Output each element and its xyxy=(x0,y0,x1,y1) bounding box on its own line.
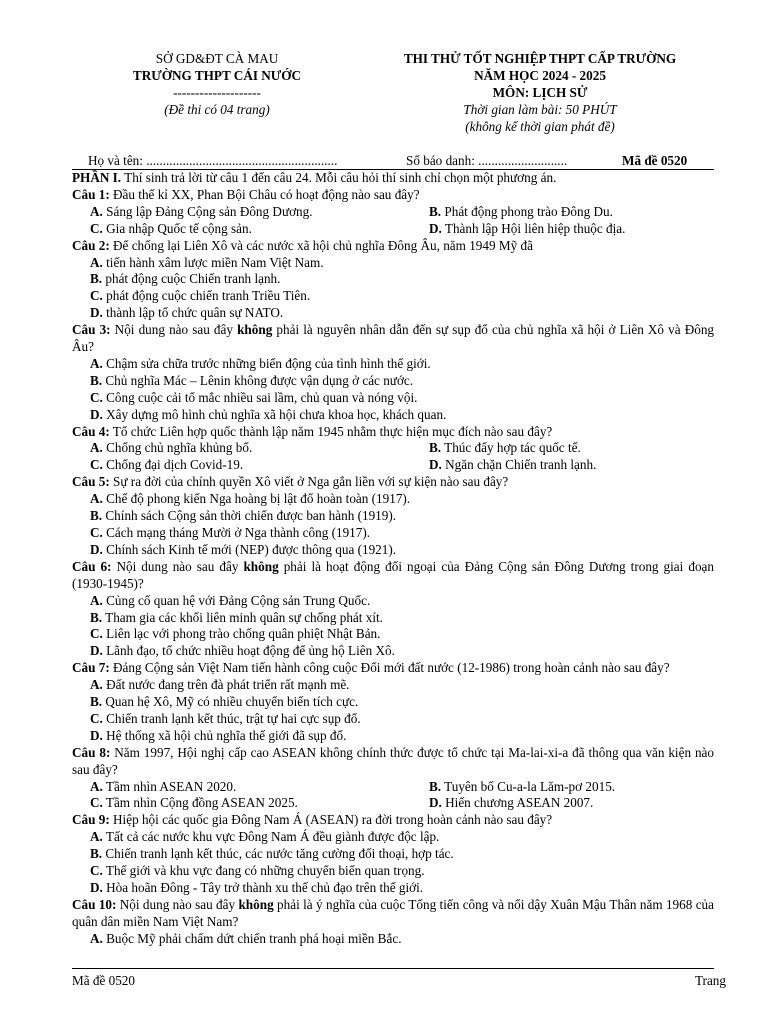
option-text: Chống chủ nghĩa khủng bố. xyxy=(102,440,253,456)
part-instruction xyxy=(72,170,714,187)
question-stem xyxy=(72,812,714,829)
question-stem xyxy=(72,187,714,204)
option-key: A. xyxy=(90,592,103,608)
option-key: B. xyxy=(429,440,442,456)
answer-option xyxy=(72,508,714,525)
answer-option xyxy=(72,626,714,643)
option-text: Phát động phong trào Đông Du. xyxy=(441,203,613,219)
option-text: Tham gia các khối liên minh quân sự chống phát xít. xyxy=(102,609,383,625)
answer-option xyxy=(72,305,714,322)
question-text: phải là nguyên nhân dẫn đến sự sụp đổ của chủ nghĩa xã hội ở Liên Xô và Đông Âu? xyxy=(72,322,715,355)
option-text: Chế độ phong kiến Nga hoàng bị lật đổ hoàn toàn (1917). xyxy=(102,491,411,507)
department-name: SỞ GD&ĐT CÀ MAU xyxy=(155,51,279,66)
option-text: tiến hành xâm lược miền Nam Việt Nam. xyxy=(102,254,324,270)
option-key: C. xyxy=(90,626,103,642)
option-text: Chậm sửa chữa trước những biến động của tình hình thế giới. xyxy=(102,355,431,371)
option-key: C. xyxy=(90,524,103,540)
option-text: Thành lập Hội liên hiệp thuộc địa. xyxy=(441,220,626,236)
question-text: Đảng Cộng sản Việt Nam tiến hành công cuộc Đổi mới đất nước (12-1986) trong hoàn cảnh nào sau đây? xyxy=(109,660,670,676)
question-text: Tổ chức Liên hợp quốc thành lập năm 1945 nhằm thực hiện mục đích nào sau đây? xyxy=(109,423,553,439)
answer-option xyxy=(72,931,714,948)
question-text: Để chống lại Liên Xô và các nước xã hội chủ nghĩa Đông Âu, năm 1949 Mỹ đã xyxy=(109,237,533,253)
answer-option xyxy=(90,221,252,238)
option-text: Xây dựng mô hình chủ nghĩa xã hội chưa khoa học, khách quan. xyxy=(102,406,447,422)
option-key: C. xyxy=(90,288,103,304)
option-text: Liên lạc với phong trào chống quân phiệt Nhật Bản. xyxy=(102,626,381,642)
answer-option xyxy=(72,525,714,542)
exam-code: Mã đề 0520 xyxy=(622,153,688,168)
answer-option xyxy=(72,694,714,711)
question-label: Câu 1: xyxy=(72,186,110,202)
option-text: Chủ nghĩa Mác – Lênin không được vận dụng ở các nước. xyxy=(102,372,414,388)
option-row xyxy=(72,204,714,221)
school-year: NĂM HỌC 2024 - 2025 xyxy=(474,68,606,83)
option-text: Đất nước đang trên đà phát triển rất mạnh mẽ. xyxy=(102,677,350,693)
option-text: Chính sách Cộng sản thời chiến được ban hành (1919). xyxy=(102,508,397,524)
answer-option xyxy=(429,779,615,796)
option-text: Tất cả các nước khu vực Đông Nam Á đều giành được độc lập. xyxy=(102,829,440,845)
question-emphasis: không xyxy=(237,322,273,338)
option-text: Công cuộc cải tổ mắc nhiều sai lầm, chủ quan và nóng vội. xyxy=(102,389,418,405)
answer-option xyxy=(72,610,714,627)
footer-rule xyxy=(72,968,714,969)
option-row xyxy=(72,779,714,796)
option-text: phát động cuộc chiến tranh Triều Tiên. xyxy=(102,288,311,304)
option-text: Thúc đẩy hợp tác quốc tế. xyxy=(441,440,581,456)
question-text: Nội dung nào sau đây xyxy=(116,896,239,912)
option-row xyxy=(72,440,714,457)
question-label: Câu 10: xyxy=(72,896,117,912)
option-key: B. xyxy=(90,372,103,388)
option-text: Chiến tranh lạnh kết thúc, các nước tăng cường đối thoại, hợp tác. xyxy=(102,846,454,862)
answer-option xyxy=(90,440,252,457)
option-key: A. xyxy=(90,440,103,456)
option-text: Hiến chương ASEAN 2007. xyxy=(441,795,594,811)
question-emphasis: không xyxy=(243,558,279,574)
subject-title: MÔN: LỊCH SỬ xyxy=(492,85,588,100)
answer-option xyxy=(72,255,714,272)
answer-option xyxy=(429,457,596,474)
answer-option xyxy=(72,271,714,288)
part-text: Thí sinh trả lời từ câu 1 đến câu 24. Mỗi câu hỏi thí sinh chỉ chọn một phương án. xyxy=(121,170,557,185)
option-key: B. xyxy=(90,694,103,710)
header-divider: -------------------- xyxy=(173,85,261,100)
answer-option xyxy=(72,829,714,846)
option-key: C. xyxy=(90,795,103,811)
candidate-id-field: Số báo danh: ........................... xyxy=(406,153,568,168)
option-text: Tầm nhìn ASEAN 2020. xyxy=(102,778,237,794)
question-stem xyxy=(72,424,714,441)
time-limit: Thời gian làm bài: 50 PHÚT xyxy=(463,102,617,117)
answer-option xyxy=(72,863,714,880)
option-key: A. xyxy=(90,355,103,371)
option-key: C. xyxy=(90,457,103,473)
option-key: D. xyxy=(90,727,103,743)
option-text: Thế giới và khu vực đang có những chuyển biến quan trọng. xyxy=(102,863,425,879)
answer-option xyxy=(90,779,236,796)
option-text: Ngăn chặn Chiến tranh lạnh. xyxy=(441,457,597,473)
option-text: phát động cuộc Chiến tranh lạnh. xyxy=(102,271,281,287)
option-key: A. xyxy=(90,677,103,693)
option-text: Buộc Mỹ phải chấm dứt chiến tranh phá hoại miền Bắc. xyxy=(102,930,402,946)
option-key: D. xyxy=(90,541,103,557)
question-text: phải là ý nghĩa của cuộc Tổng tiến công và nổi dậy Xuân Mậu Thân năm 1968 của quân dân miền Nam Việt Nam? xyxy=(72,896,714,929)
question-emphasis: không xyxy=(238,896,274,912)
answer-option xyxy=(72,677,714,694)
option-text: Chính sách Kinh tế mới (NEP) được thông qua (1921). xyxy=(102,541,397,557)
question-text: Hiệp hội các quốc gia Đông Nam Á (ASEAN) ra đời trong hoàn cảnh nào sau đây? xyxy=(109,812,553,828)
answer-option xyxy=(72,728,714,745)
answer-option xyxy=(429,204,613,221)
question-stem xyxy=(72,238,714,255)
question-stem xyxy=(72,474,714,491)
option-key: D. xyxy=(90,305,103,321)
school-name: TRƯỜNG THPT CÁI NƯỚC xyxy=(132,68,302,83)
option-text: Tầm nhìn Cộng đồng ASEAN 2025. xyxy=(102,795,298,811)
question-text: Đầu thế kỉ XX, Phan Bội Châu có hoạt động nào sau đây? xyxy=(109,186,420,202)
answer-option xyxy=(72,711,714,728)
option-key: C. xyxy=(90,389,103,405)
answer-option xyxy=(72,880,714,897)
part-label: PHẦN I. xyxy=(72,170,122,185)
option-key: B. xyxy=(429,203,442,219)
option-key: C. xyxy=(90,863,103,879)
question-stem xyxy=(72,745,714,779)
question-text: Sự ra đời của chính quyền Xô viết ở Nga gắn liền với sự kiện nào sau đây? xyxy=(109,474,509,490)
option-key: B. xyxy=(90,609,103,625)
option-key: D. xyxy=(429,795,442,811)
question-stem xyxy=(72,660,714,677)
question-label: Câu 8: xyxy=(72,744,111,760)
answer-option xyxy=(90,204,313,221)
option-text: Hệ thống xã hội chủ nghĩa thế giới đã sụp đổ. xyxy=(102,727,347,743)
option-row xyxy=(72,795,714,812)
answer-option xyxy=(72,288,714,305)
answer-option xyxy=(72,593,714,610)
option-text: Chiến tranh lạnh kết thúc, trật tự hai cực sụp đổ. xyxy=(102,710,361,726)
question-stem xyxy=(72,559,714,593)
option-key: A. xyxy=(90,778,103,794)
question-label: Câu 7: xyxy=(72,660,110,676)
option-key: D. xyxy=(429,457,442,473)
option-text: Tuyên bố Cu-a-la Lăm-pơ 2015. xyxy=(441,778,616,794)
option-key: B. xyxy=(90,846,103,862)
answer-option xyxy=(429,221,625,238)
option-row xyxy=(72,221,714,238)
question-stem xyxy=(72,897,714,931)
question-text: Nội dung nào sau đây xyxy=(111,558,244,574)
option-key: A. xyxy=(90,491,103,507)
answer-option xyxy=(72,491,714,508)
option-text: Lãnh đạo, tổ chức nhiều hoạt động để ủng hộ Liên Xô. xyxy=(102,643,395,659)
option-key: D. xyxy=(429,220,442,236)
question-label: Câu 9: xyxy=(72,812,110,828)
option-key: A. xyxy=(90,930,103,946)
footer-page: Trang xyxy=(694,973,726,988)
option-text: Cách mạng tháng Mười ở Nga thành công (1917). xyxy=(102,524,371,540)
option-key: D. xyxy=(90,406,103,422)
question-stem xyxy=(72,322,714,356)
answer-option xyxy=(72,643,714,660)
option-row xyxy=(72,457,714,474)
candidate-info xyxy=(88,152,718,170)
question-label: Câu 3: xyxy=(72,322,111,338)
exam-page xyxy=(72,50,715,946)
question-text: phải là hoạt động đối ngoại của Đảng Cộng sản Đông Dương trong giai đoạn (1930-1945)? xyxy=(72,558,714,591)
answer-option xyxy=(90,795,298,812)
answer-option xyxy=(90,457,243,474)
option-key: C. xyxy=(90,710,103,726)
question-text: Năm 1997, Hội nghị cấp cao ASEAN không chính thức được tổ chức tại Ma-lai-xi-a đã thông qua văn kiện nào sau đây? xyxy=(72,744,714,777)
option-key: A. xyxy=(90,829,103,845)
option-key: B. xyxy=(90,271,103,287)
pages-note: (Đề thi có 04 trang) xyxy=(164,102,270,117)
candidate-name-field: Họ và tên: .......................................................... xyxy=(88,153,338,168)
exam-header xyxy=(72,50,712,136)
question-label: Câu 6: xyxy=(72,558,112,574)
option-text: Sáng lập Đảng Cộng sản Đông Dương. xyxy=(102,203,313,219)
answer-option xyxy=(429,795,593,812)
option-key: C. xyxy=(90,220,103,236)
exam-title: THI THỬ TỐT NGHIỆP THPT CẤP TRƯỜNG xyxy=(403,51,677,66)
answer-option xyxy=(72,542,714,559)
option-text: Củng cố quan hệ với Đảng Cộng sản Trung Quốc. xyxy=(102,592,371,608)
question-label: Câu 5: xyxy=(72,474,110,490)
answer-option xyxy=(72,390,714,407)
option-text: Gia nhập Quốc tế cộng sản. xyxy=(102,220,252,236)
option-key: D. xyxy=(90,643,103,659)
answer-option xyxy=(72,373,714,390)
option-key: B. xyxy=(429,778,442,794)
option-text: thành lập tổ chức quân sự NATO. xyxy=(102,305,284,321)
answer-option xyxy=(429,440,581,457)
question-text: Nội dung nào sau đây xyxy=(110,322,238,338)
question-label: Câu 4: xyxy=(72,423,110,439)
answer-option xyxy=(72,846,714,863)
questions-section xyxy=(72,170,714,948)
answer-option xyxy=(72,356,714,373)
option-text: Hòa hoãn Đông - Tây trở thành xu thế chủ đạo trên thế giới. xyxy=(102,879,424,895)
option-key: D. xyxy=(90,879,103,895)
answer-option xyxy=(72,407,714,424)
option-key: A. xyxy=(90,254,103,270)
option-text: Quan hệ Xô, Mỹ có nhiều chuyển biến tích cực. xyxy=(102,694,359,710)
option-text: Chống đại dịch Covid-19. xyxy=(102,457,244,473)
footer-exam-code: Mã đề 0520 xyxy=(72,973,135,988)
option-key: B. xyxy=(90,508,103,524)
time-note: (không kể thời gian phát đề) xyxy=(465,119,615,134)
question-label: Câu 2: xyxy=(72,237,110,253)
option-key: A. xyxy=(90,203,103,219)
